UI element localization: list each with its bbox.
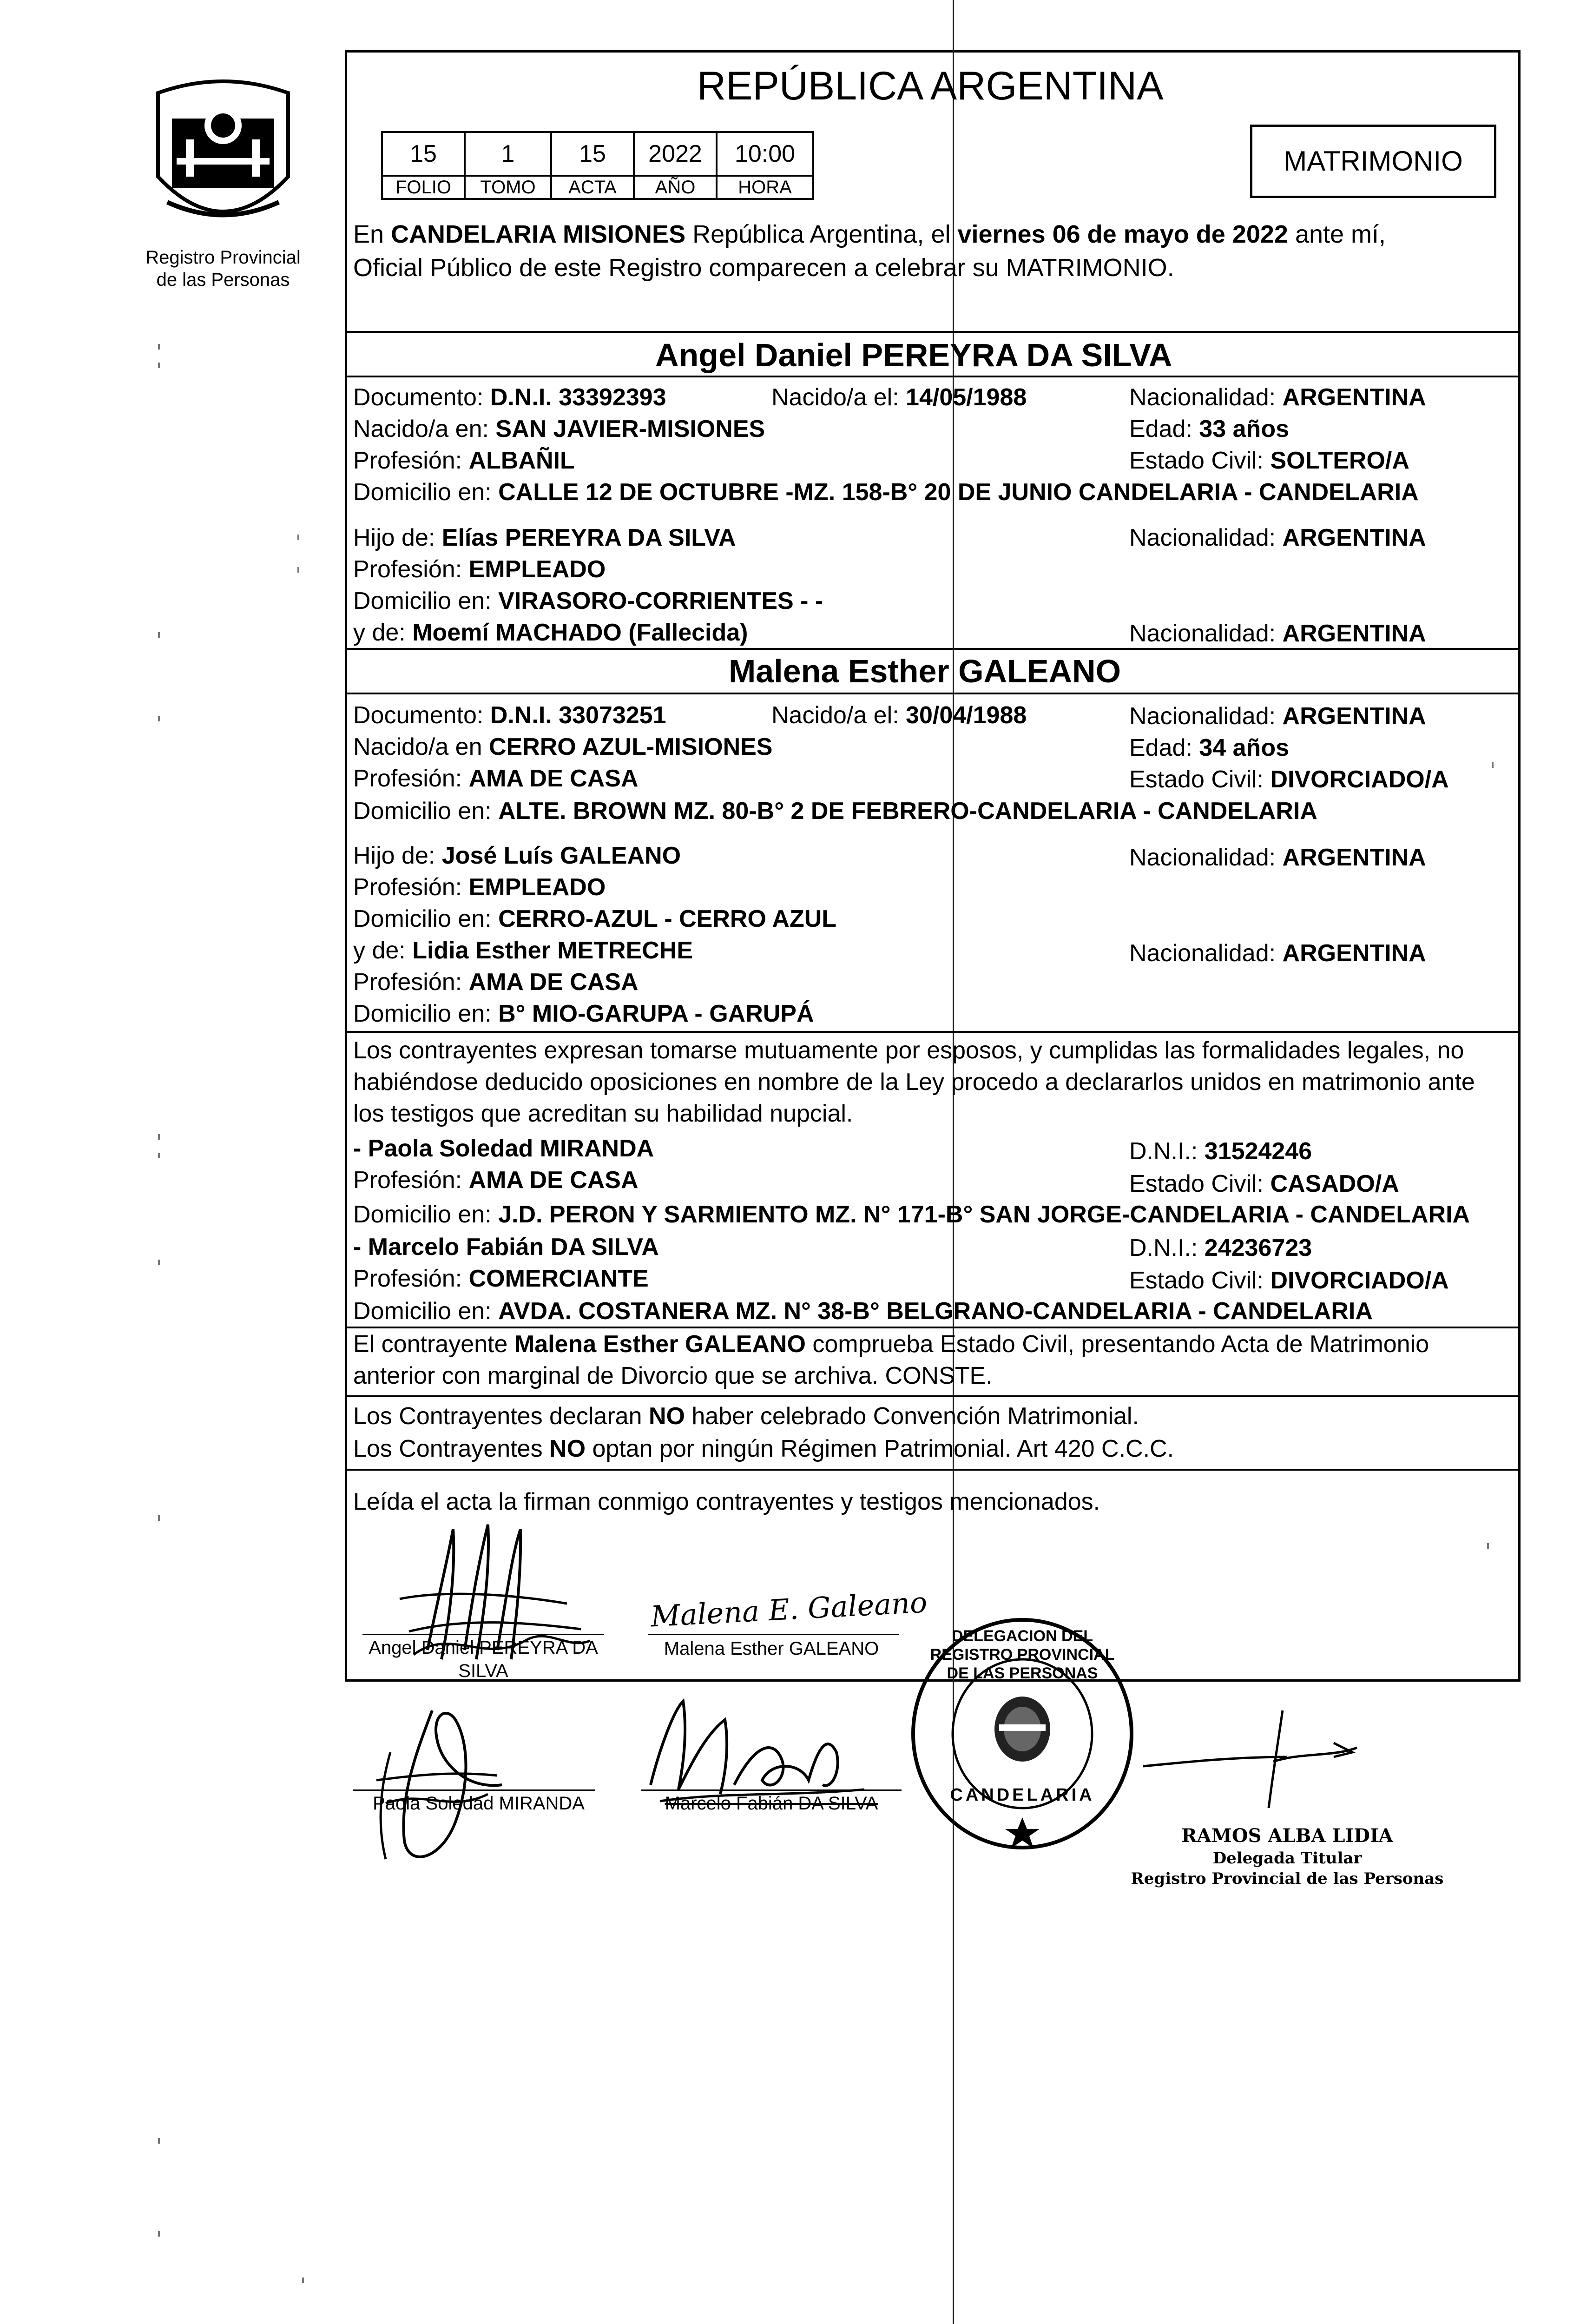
regime-text: haber celebrado Convención Matrimonial. xyxy=(685,1403,1139,1430)
witness-2-prof-row xyxy=(353,1263,649,1294)
groom-addr: CALLE 12 DE OCTUBRE -MZ. 158-B° 20 DE JUNIO CANDELARIA - CANDELARIA xyxy=(498,479,1419,506)
civil-status-note xyxy=(353,1328,1429,1392)
regime-line-2 xyxy=(353,1433,1174,1465)
groom-father-row xyxy=(353,522,736,553)
groom-father-prof-row xyxy=(353,554,606,585)
bride-nat-row xyxy=(1129,701,1426,732)
bride-born-row xyxy=(771,700,1027,731)
groom-father-nat: ARGENTINA xyxy=(1282,524,1426,551)
registry-name xyxy=(121,246,325,291)
field-label: Edad: xyxy=(1129,416,1199,442)
bride-born: 30/04/1988 xyxy=(906,702,1027,729)
field-label: Profesión: xyxy=(353,1167,469,1194)
regime-text: optan por ningún Régimen Patrimonial. Art 420 C.C.C. xyxy=(586,1435,1174,1462)
witness-1-dni-row xyxy=(1129,1136,1312,1167)
witness-1-civil: CASADO/A xyxy=(1270,1170,1399,1197)
bride-mother-nat-row xyxy=(1129,938,1426,969)
field-label: Domicilio en: xyxy=(353,1298,499,1325)
section-divider xyxy=(345,376,1521,377)
groom-mother: Moemí MACHADO (Fallecida) xyxy=(412,619,748,646)
field-label: Nacionalidad: xyxy=(1129,620,1283,647)
margin-mark xyxy=(158,2138,160,2144)
note-name: Malena Esther GALEANO xyxy=(514,1331,806,1358)
field-label: Profesión: xyxy=(353,556,469,583)
ano-value: 2022 xyxy=(633,131,718,177)
witness-1-dni: 31524246 xyxy=(1204,1138,1312,1165)
officer-name: RAMOS ALBA LIDIA xyxy=(1181,1825,1393,1847)
tomo-label: TOMO xyxy=(464,175,552,200)
groom-addr-row xyxy=(353,477,1419,508)
bride-father-addr: CERRO-AZUL - CERRO AZUL xyxy=(498,905,837,932)
officer-block xyxy=(1125,1824,1450,1889)
margin-mark xyxy=(158,1515,160,1521)
intro-line-1 xyxy=(353,218,1515,251)
field-label: Domicilio en: xyxy=(353,588,499,614)
section-divider xyxy=(345,331,1521,333)
note-line-2: anterior con marginal de Divorcio que se archiva. CONSTE. xyxy=(353,1362,993,1389)
witness-2-name: - Marcelo Fabián DA SILVA xyxy=(353,1234,659,1261)
bride-mother-nat: ARGENTINA xyxy=(1282,940,1426,967)
witness-2-civil: DIVORCIADO/A xyxy=(1270,1267,1449,1294)
margin-mark xyxy=(158,632,160,638)
intro-text: República Argentina, el xyxy=(685,220,958,248)
field-label: y de: xyxy=(353,937,413,964)
groom-signature-label-line1: Angel Daniel PEREYRA DA xyxy=(369,1637,598,1658)
registry-name-line1: Registro Provincial xyxy=(145,247,301,268)
witness-2-dni: 24236723 xyxy=(1204,1235,1312,1261)
bride-father-prof-row xyxy=(353,872,606,903)
intro-text: ante mí, xyxy=(1288,220,1386,248)
witness-1-signature-line xyxy=(353,1789,595,1791)
field-label: Nacionalidad: xyxy=(1129,524,1283,551)
bride-age-row xyxy=(1129,733,1289,763)
field-label: Nacionalidad: xyxy=(1129,384,1283,411)
margin-mark xyxy=(158,363,160,368)
field-label: Documento: xyxy=(353,702,490,729)
bride-signature-line xyxy=(648,1634,899,1635)
declaration-line-1: Los contrayentes expresan tomarse mutuamente por esposos, y cumplidas las formalidades legales, no xyxy=(353,1037,1464,1064)
regime-text: Los Contrayentes declaran xyxy=(353,1403,649,1430)
groom-prof-row xyxy=(353,445,575,476)
field-label: Domicilio en: xyxy=(353,1000,499,1027)
field-label: Edad: xyxy=(1129,734,1199,761)
field-label: D.N.I.: xyxy=(1129,1138,1205,1165)
note-text: comprueba Estado Civil, presentando Acta de Matrimonio xyxy=(805,1331,1429,1358)
act-type-box xyxy=(1250,125,1496,198)
groom-father-nat-row xyxy=(1129,522,1426,553)
hora-value: 10:00 xyxy=(716,131,814,177)
groom-mother-nat: ARGENTINA xyxy=(1282,620,1426,647)
margin-mark xyxy=(297,567,299,573)
field-label: Domicilio en: xyxy=(353,1201,499,1228)
declaration xyxy=(353,1035,1475,1129)
field-label: Estado Civil: xyxy=(1129,766,1271,793)
groom-father-addr: VIRASORO-CORRIENTES - - xyxy=(498,588,823,614)
act-type-label: MATRIMONIO xyxy=(1284,145,1463,177)
field-label: Hijo de: xyxy=(353,842,442,869)
field-label: Profesión: xyxy=(353,447,469,474)
groom-doc-row xyxy=(353,382,666,413)
bride-mother-row xyxy=(353,935,693,966)
field-label: Nacido/a el: xyxy=(771,384,906,411)
section-divider xyxy=(345,1395,1521,1397)
margin-mark xyxy=(297,535,299,540)
bride-mother: Lidia Esther METRECHE xyxy=(412,937,693,964)
bride-signature: Malena E. Galeano xyxy=(650,1585,928,1634)
registry-name-line2: de las Personas xyxy=(156,270,290,290)
bride-father: José Luís GALEANO xyxy=(441,842,681,869)
bride-addr-row xyxy=(353,796,1317,826)
tomo-value: 1 xyxy=(464,131,552,177)
acta-label: ACTA xyxy=(550,175,635,200)
groom-age-row xyxy=(1129,414,1289,444)
witness-2-civil-row xyxy=(1129,1265,1449,1296)
bride-prof-row xyxy=(353,763,639,794)
officer-signature xyxy=(1134,1701,1394,1822)
field-label: y de: xyxy=(353,619,413,646)
bride-civil: DIVORCIADO/A xyxy=(1270,766,1449,793)
field-label: Profesión: xyxy=(353,874,469,901)
groom-born-row xyxy=(771,382,1027,413)
witness-2-addr-row xyxy=(353,1296,1373,1327)
bride-mother-addr-row xyxy=(353,998,814,1029)
regime-no: NO xyxy=(549,1435,586,1462)
bride-nat: ARGENTINA xyxy=(1282,703,1426,730)
groom-signature-label-line2: SILVA xyxy=(458,1661,508,1681)
section-divider xyxy=(345,648,1521,650)
groom-father-prof: EMPLEADO xyxy=(468,556,606,583)
section-divider xyxy=(345,1031,1521,1033)
closing-text: Leída el acta la firman conmigo contrayentes y testigos mencionados. xyxy=(353,1488,1100,1515)
groom-name: Angel Daniel PEREYRA DA SILVA xyxy=(655,337,1172,373)
bride-mother-prof-row xyxy=(353,967,639,997)
hora-label: HORA xyxy=(716,175,814,200)
ano-label: AÑO xyxy=(633,175,718,200)
section-divider xyxy=(345,1469,1521,1471)
stamp-ring-text: DELEGACION DEL REGISTRO PROVINCIAL DE LAS PERSONAS xyxy=(930,1627,1115,1682)
declaration-line-2: habiéndose deducido oposiciones en nombre de la Ley procedo a declararlos unidos en matrimonio ante xyxy=(353,1069,1475,1096)
intro-line-2: Oficial Público de este Registro comparecen a celebrar su MATRIMONIO. xyxy=(353,254,1174,282)
field-label: Hijo de: xyxy=(353,524,442,551)
field-label: Profesión: xyxy=(353,1265,469,1292)
field-label: D.N.I.: xyxy=(1129,1235,1205,1261)
bride-doc-row xyxy=(353,700,666,731)
field-label: Nacionalidad: xyxy=(1129,940,1283,967)
margin-mark xyxy=(158,716,160,721)
bride-mother-prof: AMA DE CASA xyxy=(468,969,639,996)
witness-1-civil-row xyxy=(1129,1169,1399,1199)
regime-text: Los Contrayentes xyxy=(353,1435,550,1462)
witness-2-signature-label: Marcelo Fabián DA SILVA xyxy=(665,1793,878,1814)
groom-age: 33 años xyxy=(1199,416,1289,442)
bride-civil-row xyxy=(1129,764,1449,795)
note-text: El contrayente xyxy=(353,1331,514,1358)
groom-birthplace: SAN JAVIER-MISIONES xyxy=(495,416,765,442)
bride-father-nat: ARGENTINA xyxy=(1282,844,1426,871)
margin-mark xyxy=(158,1260,160,1265)
field-label: Domicilio en: xyxy=(353,905,499,932)
margin-mark xyxy=(302,2278,304,2283)
witness-2-dni-row xyxy=(1129,1233,1312,1263)
field-label: Nacionalidad: xyxy=(1129,703,1283,730)
field-label: Estado Civil: xyxy=(1129,447,1271,474)
groom-civil-row xyxy=(1129,445,1409,476)
field-label: Nacionalidad: xyxy=(1129,844,1283,871)
bride-father-addr-row xyxy=(353,904,836,934)
witness-1-addr: J.D. PERON Y SARMIENTO MZ. N° 171-B° SAN JORGE-CANDELARIA - CANDELARIA xyxy=(498,1201,1470,1228)
witness-1-prof-row xyxy=(353,1165,639,1195)
field-label: Profesión: xyxy=(353,969,469,996)
groom-civil: SOLTERO/A xyxy=(1270,447,1409,474)
margin-mark xyxy=(1492,762,1494,768)
bride-addr: ALTE. BROWN MZ. 80-B° 2 DE FEBRERO-CANDELARIA - CANDELARIA xyxy=(498,798,1317,825)
field-label: Nacido/a en xyxy=(353,733,489,760)
field-label: Estado Civil: xyxy=(1129,1267,1271,1294)
witness-1-signature-label: Paola Soledad MIRANDA xyxy=(373,1793,585,1814)
stamp-center-text: CANDELARIA xyxy=(950,1785,1095,1805)
groom-doc: D.N.I. 33392393 xyxy=(490,384,666,411)
regime-statements xyxy=(353,1400,1174,1465)
field-label: Domicilio en: xyxy=(353,798,499,825)
regime-no: NO xyxy=(648,1403,685,1430)
groom-nat: ARGENTINA xyxy=(1282,384,1426,411)
bride-mother-addr: B° MIO-GARUPA - GARUPÁ xyxy=(498,1000,814,1027)
bride-signature-label: Malena Esther GALEANO xyxy=(664,1638,879,1659)
bride-age: 34 años xyxy=(1199,734,1289,761)
field-label: Nacido/a en: xyxy=(353,416,496,442)
section-divider xyxy=(345,693,1521,694)
bride-birthplace-row xyxy=(353,732,773,762)
margin-mark xyxy=(158,2231,160,2237)
margin-mark xyxy=(1487,1543,1489,1549)
groom-father: Elías PEREYRA DA SILVA xyxy=(441,524,736,551)
seal-caption xyxy=(139,74,140,75)
witness-1-addr-row xyxy=(353,1199,1470,1230)
note-line-1 xyxy=(353,1328,1429,1360)
margin-mark xyxy=(158,1153,160,1158)
intro-text: En xyxy=(353,220,391,248)
groom-signature-label xyxy=(358,1636,609,1683)
official-stamp xyxy=(906,1613,1139,1855)
field-label: Domicilio en: xyxy=(353,479,499,506)
groom-father-addr-row xyxy=(353,586,823,616)
bride-father-prof: EMPLEADO xyxy=(468,874,606,901)
officer-registry: Registro Provincial de las Personas xyxy=(1131,1869,1444,1888)
field-label: Documento: xyxy=(353,384,490,411)
witness-2-prof: COMERCIANTE xyxy=(468,1265,649,1292)
regime-line-1 xyxy=(353,1400,1174,1433)
bride-name: Malena Esther GALEANO xyxy=(729,653,1121,689)
groom-mother-nat-row xyxy=(1129,618,1426,649)
acta-value: 15 xyxy=(550,131,635,177)
groom-mother-row xyxy=(353,617,748,648)
groom-birthplace-row xyxy=(353,414,765,444)
witness-1-prof: AMA DE CASA xyxy=(468,1167,639,1194)
field-label: Estado Civil: xyxy=(1129,1170,1271,1197)
witness-2-addr: AVDA. COSTANERA MZ. N° 38-B° BELGRANO-CANDELARIA - CANDELARIA xyxy=(498,1298,1373,1325)
intro-place: CANDELARIA MISIONES xyxy=(391,220,686,248)
registry-seal xyxy=(139,74,307,242)
intro-paragraph xyxy=(353,218,1515,284)
witness-1-name: - Paola Soledad MIRANDA xyxy=(353,1135,654,1162)
bride-father-row xyxy=(353,840,681,871)
groom-nat-row xyxy=(1129,382,1426,413)
witness-1-signature xyxy=(349,1683,590,1878)
bride-doc: D.N.I. 33073251 xyxy=(490,702,666,729)
witness-2-signature-line xyxy=(641,1789,902,1791)
margin-mark xyxy=(158,344,160,350)
groom-signature-line xyxy=(362,1634,604,1635)
field-label: Nacido/a el: xyxy=(771,702,906,729)
groom-prof: ALBAÑIL xyxy=(468,447,575,474)
bride-birthplace: CERRO AZUL-MISIONES xyxy=(488,733,773,760)
province-shield-icon xyxy=(139,74,307,242)
officer-title: Delegada Titular xyxy=(1212,1849,1362,1868)
page-title: REPÚBLICA ARGENTINA xyxy=(697,64,1164,108)
declaration-line-3: los testigos que acreditan su habilidad nupcial. xyxy=(353,1100,853,1127)
bride-father-nat-row xyxy=(1129,842,1426,873)
margin-mark xyxy=(158,1134,160,1140)
field-label: Profesión: xyxy=(353,765,469,792)
groom-born: 14/05/1988 xyxy=(906,384,1027,411)
folio-value: 15 xyxy=(381,131,466,177)
bride-prof: AMA DE CASA xyxy=(468,765,639,792)
folio-label: FOLIO xyxy=(381,175,466,200)
intro-date: viernes 06 de mayo de 2022 xyxy=(957,220,1288,248)
